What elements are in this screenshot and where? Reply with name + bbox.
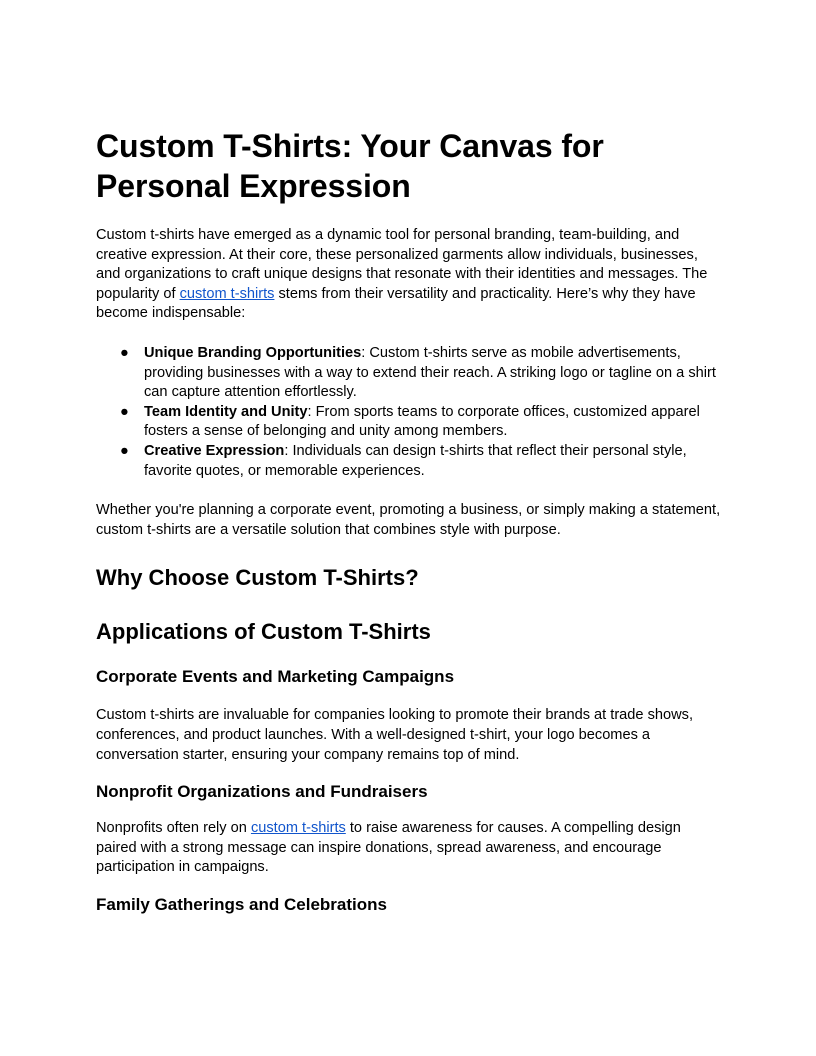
list-item-text: : Custom t-shirts serve as mobile advertisements, providing businesses with a way to extend their reach. A striking logo or tagline on a shirt can capture attention effortlessly. [144, 344, 716, 401]
intro-text-end: stems from their versatility and practicality. Here’s why they have become indispensable: [96, 285, 696, 322]
list-item-text: : From sports teams to corporate offices, customized apparel fosters a sense of belonging and unity among members. [144, 403, 700, 440]
custom-tshirts-link[interactable]: custom t-shirts [179, 285, 275, 302]
heading-why-choose: Why Choose Custom T-Shirts? [96, 565, 419, 591]
intro-text-start: Custom t-shirts have emerged as a dynamic tool for personal branding, team-building, and creative expression. At their core, these personalized garments allow individuals, businesses, and organizations to craft unique designs that resonate with their identities and messages. The popularity of [96, 227, 708, 302]
document-page [96, 126, 724, 916]
closing-paragraph: Whether you're planning a corporate event, promoting a business, or simply making a statement, custom t-shirts are a versatile solution that combines style with purpose. [96, 502, 721, 538]
bullet-icon: ● [120, 344, 129, 361]
nonprofit-text-start: Nonprofits often rely on [96, 820, 251, 837]
nonprofit-text-end: to raise awareness for causes. A compelling design paired with a strong message can inspire donations, spread awareness, and encourage participation in campaigns. [96, 820, 681, 876]
heading-applications: Applications of Custom T-Shirts [96, 619, 431, 645]
bullet-icon: ● [120, 403, 129, 420]
list-item [96, 344, 724, 403]
heading-corporate-events: Corporate Events and Marketing Campaigns [96, 667, 455, 687]
corporate-paragraph: Custom t-shirts are invaluable for companies looking to promote their brands at trade shows, conferences, and product launches. With a well-designed t-shirt, your logo becomes a conversation starter, ensuring your company remains top of mind. [96, 707, 694, 763]
list-item [96, 442, 724, 481]
list-item [96, 403, 724, 442]
page-title: Custom T-Shirts: Your Canvas for Personal Expression [96, 128, 604, 204]
benefits-list [96, 344, 724, 481]
list-item-term: Unique Branding Opportunities [144, 344, 362, 361]
nonprofit-paragraph [96, 819, 724, 878]
list-item-text: : Individuals can design t-shirts that reflect their personal style, favorite quotes, or memorable experiences. [144, 442, 687, 479]
list-item-term: Creative Expression [144, 442, 285, 459]
list-item-term: Team Identity and Unity [144, 403, 308, 420]
heading-nonprofit: Nonprofit Organizations and Fundraisers [96, 782, 428, 802]
bullet-icon: ● [120, 442, 129, 459]
heading-family-gatherings: Family Gatherings and Celebrations [96, 894, 387, 914]
intro-paragraph [96, 226, 724, 324]
custom-tshirts-link[interactable]: custom t-shirts [250, 820, 346, 837]
